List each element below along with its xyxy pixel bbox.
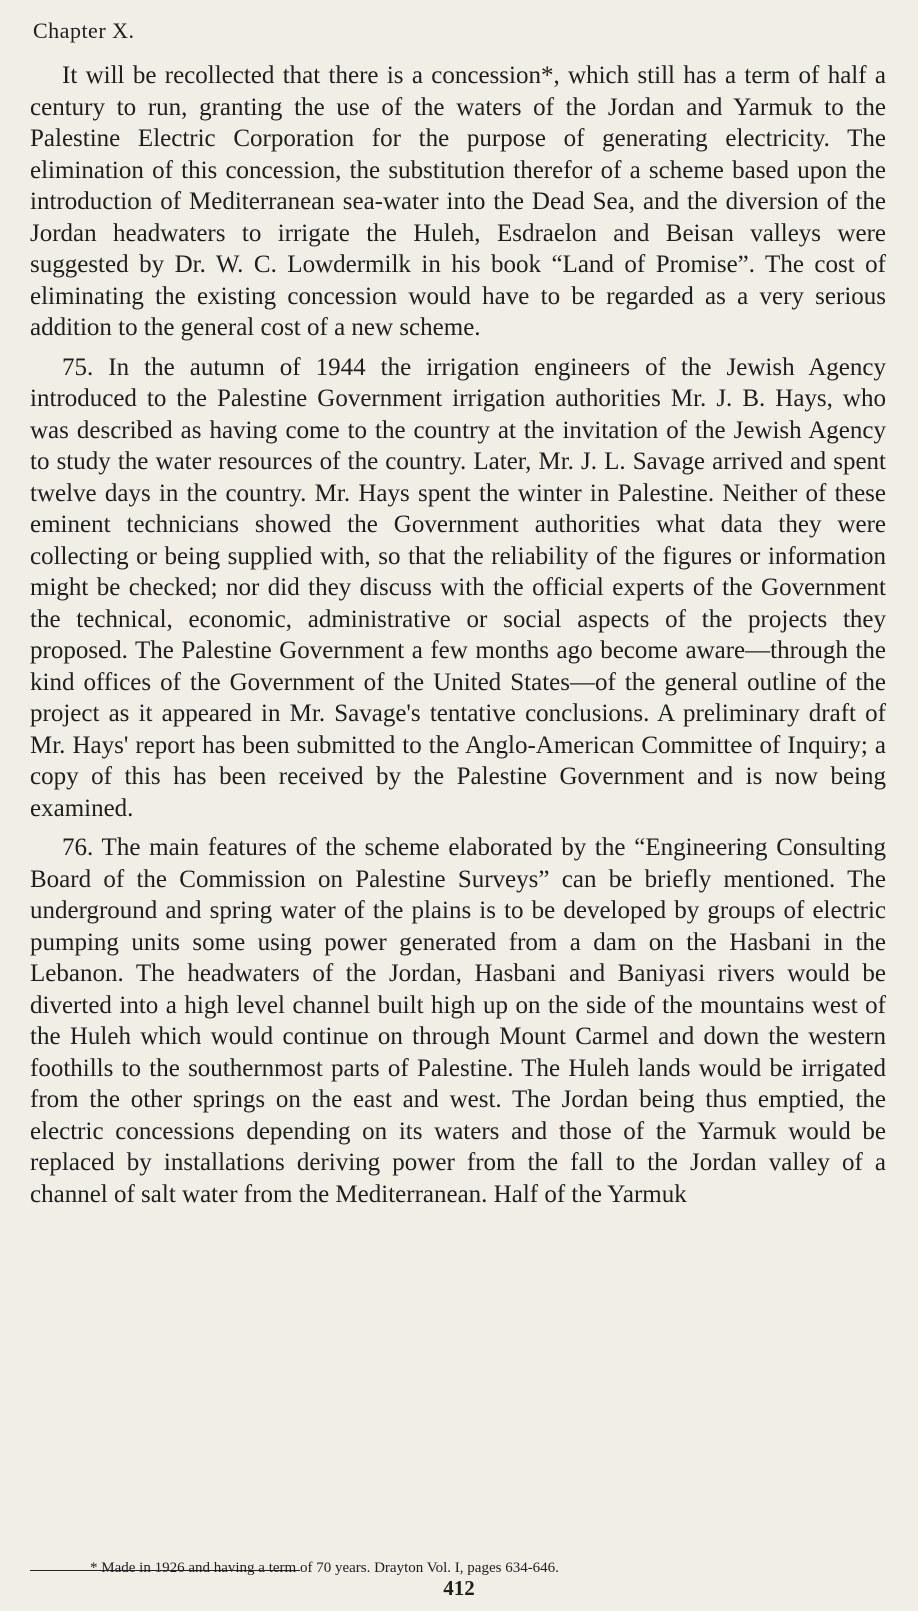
page-number: 412 — [443, 1576, 475, 1600]
paragraph-75: 75. In the autumn of 1944 the irrigation engineers of the Jewish Agency introduced to the Palestine Government irrigation authorities Mr. J. B. Hays, who was described as having come to the country at the invitation of the Jewish Agency to study the water resources of the country. Later, Mr. J. L. Savage arrived and spent twelve days in the country. Mr. Hays spent the winter in Palestine. Neither of these eminent technicians showed the Government authorities what data they were collecting or being supplied with, so that the reliability of the figures or information might be checked; nor did they discuss with the official experts of the Government the technical, economic, administrative or social aspects of the projects they proposed. The Palestine Government a few months ago become aware—through the kind offices of the Government of the United States—of the general outline of the project as it appeared in Mr. Savage's tentative conclusions. A preliminary draft of Mr. Hays' report has been submitted to the Anglo-American Committee of Inquiry; a copy of this has been received by the Palestine Government and is now being examined. — [30, 353, 886, 822]
paragraph-concession: It will be recollected that there is a concession*, which still has a term of half a century to run, granting the use of the waters of the Jordan and Yarmuk to the Palestine Electric Corporation for the purpose of generating electricity. The elimination of this concession, the substitution therefor of a scheme based upon the introduction of Mediterranean sea-water into the Dead Sea, and the diversion of the Jordan headwaters to irrigate the Huleh, Esdraelon and Beisan valleys were suggested by Dr. W. C. Lowdermilk in his book “Land of Promise”. The cost of eliminating the existing concession would have to be regarded as a very serious addition to the general cost of a new scheme. — [30, 62, 886, 341]
paragraph-76: 76. The main features of the scheme elaborated by the “Engineering Consulting Board of the Commission on Palestine Surveys” can be briefly mentioned. The underground and spring water of the plains is to be developed by groups of electric pumping units some using power generated from a dam on the Hasbani in the Lebanon. The headwaters of the Jordan, Hasbani and Baniyasi rivers would be diverted into a high level channel built high up on the side of the mountains west of the Huleh which would continue on through Mount Carmel and down the western foothills to the southernmost parts of Palestine. The Huleh lands would be irrigated from the other springs on the east and west. The Jordan being thus emptied, the electric concessions depending on its waters and those of the Yarmuk would be replaced by installations deriving power from the fall to the Jordan valley of a channel of salt water from the Mediterranean. Half of the Yarmuk — [30, 834, 886, 1208]
footnote: * Made in 1926 and having a term of 70 years. Drayton Vol. I, pages 634-646. — [90, 1560, 559, 1576]
body-text — [30, 60, 886, 1218]
chapter-heading: Chapter X. — [33, 18, 135, 43]
